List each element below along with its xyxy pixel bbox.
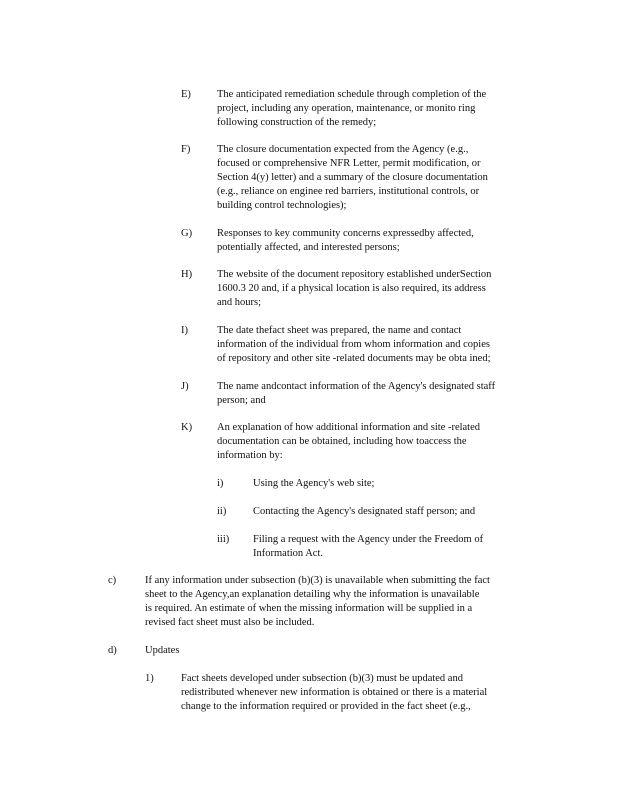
text-line: following construction of the remedy; xyxy=(217,117,377,128)
text-line: focused or comprehensive NFR Letter, permit modification, or xyxy=(217,158,481,169)
list-item-text xyxy=(217,88,537,130)
list-marker: G) xyxy=(181,228,193,239)
text-line: sheet to the Agency,an explanation detailing why the information is unavailable xyxy=(145,589,480,600)
text-line: The closure documentation expected from the Agency (e.g., xyxy=(217,144,469,155)
text-line: information by: xyxy=(217,450,283,461)
list-item-text xyxy=(217,324,537,366)
list-item-text xyxy=(181,672,527,714)
text-line: An explanation of how additional information and site -related xyxy=(217,422,481,433)
text-line: The name andcontact information of the Agency's designated staff xyxy=(217,381,496,392)
list-marker: K) xyxy=(181,422,193,433)
list-item-text xyxy=(145,644,542,658)
text-line: Responses to key community concerns expressedby affected, xyxy=(217,228,474,239)
text-line: potentially affected, and interested persons; xyxy=(217,242,400,253)
list-item-text xyxy=(253,477,523,491)
text-line: and hours; xyxy=(217,297,262,308)
list-item-text xyxy=(253,505,523,519)
list-marker: J) xyxy=(181,381,189,392)
list-item-text xyxy=(253,533,523,561)
list-marker: i) xyxy=(217,478,224,489)
list-item-text xyxy=(145,574,542,630)
text-line: Using the Agency's web site; xyxy=(253,478,375,489)
text-line: redistributed whenever new information is obtained or there is a material xyxy=(181,687,488,698)
section-heading: Updates xyxy=(145,645,180,656)
list-item-text xyxy=(217,268,537,310)
text-line: of repository and other site -related documents may be obta ined; xyxy=(217,353,491,364)
text-line: is required. An estimate of when the missing information will be supplied in a xyxy=(145,603,473,614)
list-item-text xyxy=(217,143,537,213)
text-line: (e.g., reliance on enginee red barriers, institutional controls, or xyxy=(217,186,480,197)
text-line: Information Act. xyxy=(253,548,323,559)
text-line: 1600.3 20 and, if a physical location is also required, its address xyxy=(217,283,486,294)
text-line: documentation can be obtained, including how toaccess the xyxy=(217,436,467,447)
text-line: revised fact sheet must also be included. xyxy=(145,617,315,628)
list-item-text xyxy=(217,380,537,408)
list-marker: ii) xyxy=(217,506,227,517)
list-marker: F) xyxy=(181,144,191,155)
text-line: The anticipated remediation schedule through completion of the xyxy=(217,89,487,100)
text-line: The date thefact sheet was prepared, the name and contact xyxy=(217,325,462,336)
list-marker: E) xyxy=(181,89,191,100)
list-item-text xyxy=(217,421,537,463)
text-line: The website of the document repository established underSection xyxy=(217,269,492,280)
text-line: building control technologies); xyxy=(217,200,347,211)
text-line: information of the individual from whom information and copies xyxy=(217,339,490,350)
text-line: Contacting the Agency's designated staff person; and xyxy=(253,506,476,517)
text-line: project, including any operation, maintenance, or monito ring xyxy=(217,103,476,114)
text-line: If any information under subsection (b)(3) is unavailable when submitting the fact xyxy=(145,575,490,586)
list-item-text xyxy=(217,227,537,255)
list-marker: d) xyxy=(108,645,117,656)
text-line: Filing a request with the Agency under the Freedom of xyxy=(253,534,484,545)
list-marker: H) xyxy=(181,269,193,280)
list-marker: iii) xyxy=(217,534,230,545)
text-line: Section 4(y) letter) and a summary of the closure documentation xyxy=(217,172,488,183)
text-line: Fact sheets developed under subsection (b)(3) must be updated and xyxy=(181,673,463,684)
text-line: person; and xyxy=(217,395,266,406)
list-marker: I) xyxy=(181,325,188,336)
list-marker: 1) xyxy=(145,673,154,684)
list-marker: c) xyxy=(108,575,117,586)
text-line: change to the information required or provided in the fact sheet (e.g., xyxy=(181,701,471,712)
